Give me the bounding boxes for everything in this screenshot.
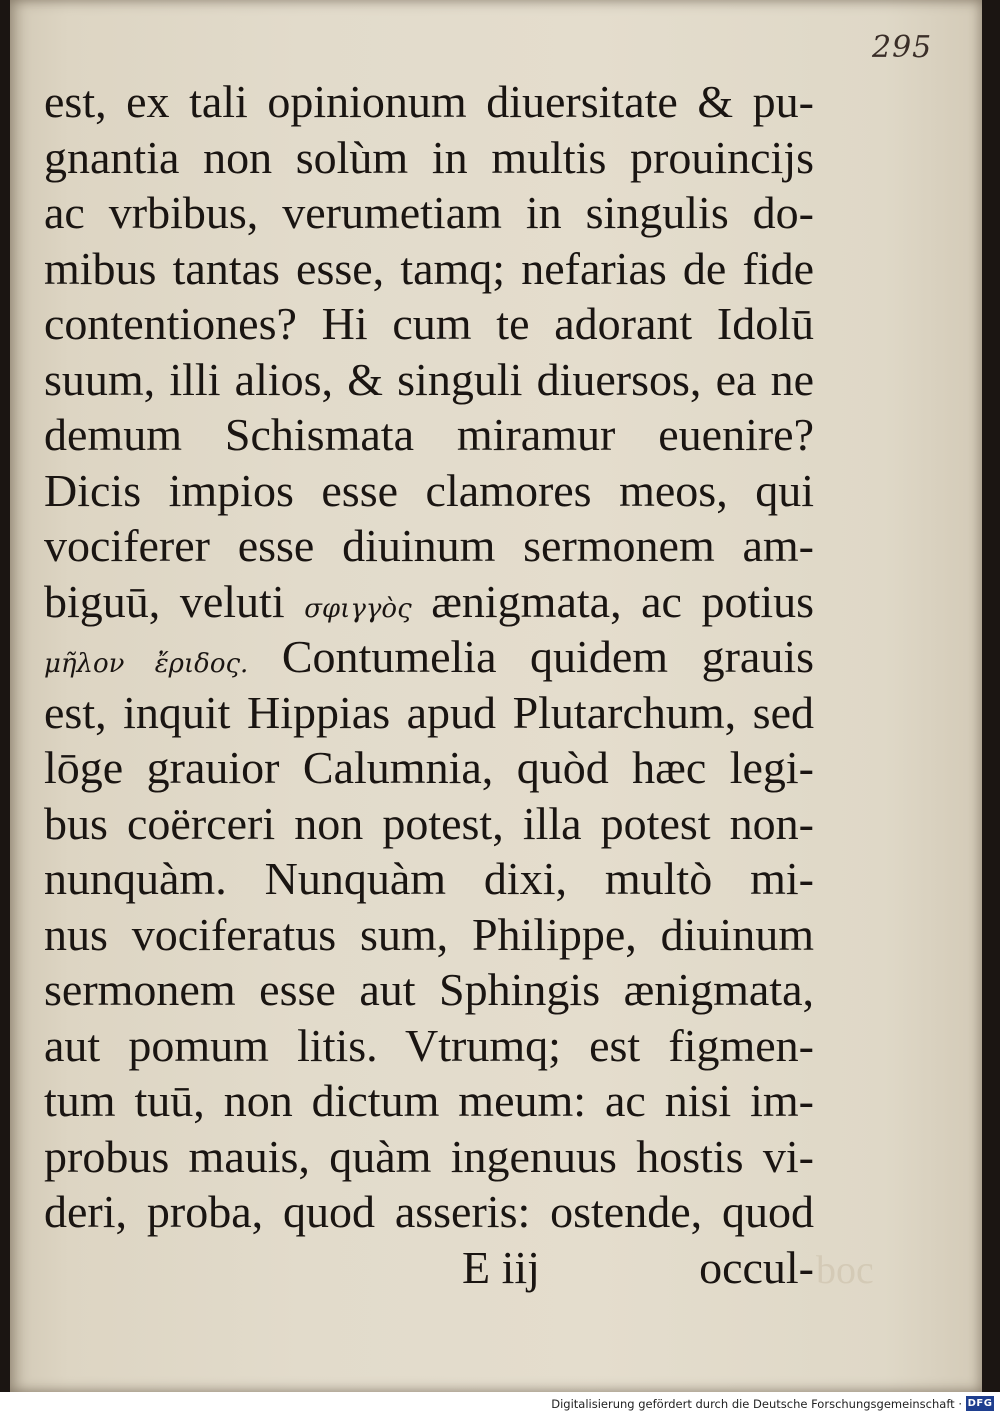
- text-line: [44, 1184, 814, 1240]
- line-text: contentiones? Hi cum te adorant Idolū: [44, 298, 814, 349]
- text-line: [44, 296, 814, 352]
- catchword: occul-: [699, 1241, 814, 1293]
- credit-text: Digitalisierung gefördert durch die Deutsche Forschungsgemeinschaft ·: [551, 1397, 962, 1411]
- line-text: probus mauis, quàm ingenuus hostis vi-: [44, 1130, 814, 1182]
- text-line: [44, 796, 814, 852]
- greek-word: σφιγγὸς: [304, 593, 412, 624]
- dfg-logo-icon: DFG: [967, 1398, 993, 1409]
- greek-phrase: μῆλον ἔριδος.: [44, 649, 249, 679]
- line-text: suum, illi alios, & singuli diuersos, ea ne: [44, 353, 814, 405]
- text-line: [44, 74, 814, 130]
- line-text: deri, proba, quod asseris: ostende, quod: [44, 1186, 814, 1237]
- text-line: [44, 1129, 814, 1185]
- line-text: vociferer esse diuinum sermonem am-: [44, 520, 814, 571]
- text-line: [44, 241, 814, 297]
- text-line: [44, 352, 814, 408]
- text-line: [44, 629, 814, 685]
- line-text: Dicis impios esse clamores meos, qui: [44, 464, 814, 516]
- text-line: [44, 463, 814, 519]
- line-text: Contumelia quidem grauis: [281, 631, 814, 682]
- body-text: [44, 74, 814, 1295]
- line-text: est, inquit Hippias apud Plutarchum, sed: [44, 686, 814, 738]
- signature-mark: E iij: [462, 1241, 540, 1293]
- text-line: [44, 185, 814, 241]
- line-text: mibus tantas esse, tamq; nefarias de fide: [44, 242, 814, 294]
- text-line: [44, 740, 814, 796]
- credit-bar: [0, 1392, 1000, 1416]
- line-text: ac vrbibus, verumetiam in singulis do-: [44, 187, 814, 238]
- line-text: est, ex tali opinionum diuersitate & pu-: [44, 76, 814, 127]
- line-text: demum Schismata miramur euenire?: [44, 409, 814, 460]
- bleed-through-text: boc: [816, 1247, 874, 1292]
- text-line: [44, 685, 814, 741]
- text-line: [44, 574, 814, 630]
- line-text: biguū, veluti: [44, 575, 285, 627]
- page-number: 295: [872, 30, 933, 65]
- line-text: gnantia non solùm in multis prouincijs: [44, 131, 814, 183]
- paper-sheet: [10, 0, 982, 1392]
- line-text: bus coërceri non potest, illa potest non-: [44, 797, 814, 849]
- line-text: aut pomum litis. Vtrumq; est figmen-: [44, 1019, 814, 1071]
- text-line: [44, 851, 814, 907]
- line-text: lōge grauior Calumnia, quòd hæc legi-: [44, 742, 814, 793]
- page-footer: [44, 1240, 814, 1296]
- line-text: tum tuū, non dictum meum: ac nisi im-: [44, 1075, 814, 1126]
- text-line: [44, 1073, 814, 1129]
- line-text: nus vociferatus sum, Philippe, diuinum: [44, 908, 814, 960]
- line-text: ænigmata, ac potius: [431, 575, 815, 627]
- text-line: [44, 407, 814, 463]
- line-text: sermonem esse aut Sphingis ænigmata,: [44, 964, 814, 1015]
- text-line: [44, 907, 814, 963]
- text-line: [44, 130, 814, 186]
- line-text: nunquàm. Nunquàm dixi, multò mi-: [44, 853, 814, 904]
- text-line: [44, 518, 814, 574]
- text-line: [44, 962, 814, 1018]
- text-line: [44, 1018, 814, 1074]
